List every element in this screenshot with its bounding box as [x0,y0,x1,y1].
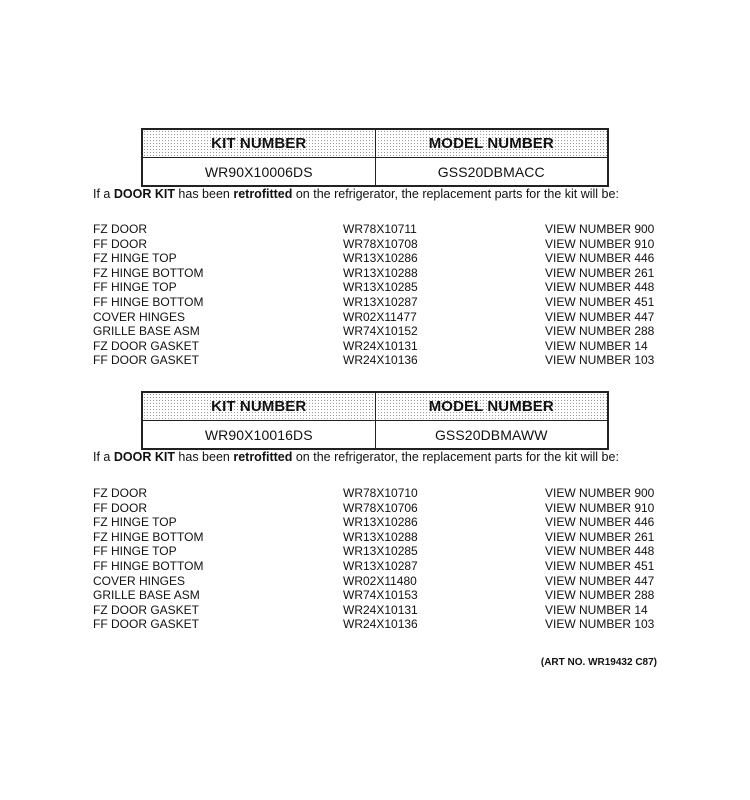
part-name: FF DOOR [93,500,147,515]
model-number-header: MODEL NUMBER [375,130,608,157]
part-row [93,237,663,252]
part-name: COVER HINGES [93,309,186,324]
part-number: WR13X10287 [343,558,418,573]
part-name: FZ HINGE TOP [93,515,177,530]
part-name: FF HINGE TOP [93,280,177,295]
kit-number-value: WR90X10006DS [204,163,313,180]
intro-text: on the refrigerator, the replacement parts for the kit will be: [292,450,619,464]
part-name: FZ DOOR [93,222,147,236]
model-number-value: GSS20DBMACC [375,158,608,185]
part-number: WR13X10288 [343,265,418,280]
part-number: WR24X10136 [343,617,418,632]
view-number: VIEW NUMBER 288 [545,588,655,603]
intro-bold-door-kit: DOOR KIT [113,187,175,201]
view-number: VIEW NUMBER 900 [545,222,655,236]
part-row [93,559,663,574]
part-row [93,501,663,516]
intro-text: has been [174,450,234,464]
parts-list-1 [93,222,663,368]
part-row [93,324,663,339]
retrofit-intro-1 [93,187,713,201]
view-number: VIEW NUMBER 14 [545,602,648,617]
part-number: WR74X10152 [343,324,418,339]
part-row [93,310,663,325]
part-name: FF DOOR GASKET [93,353,200,368]
part-number: WR24X10136 [343,353,418,368]
part-name: FZ DOOR GASKET [93,602,200,617]
view-number: VIEW NUMBER 446 [545,515,655,530]
kit-table-2 [141,391,609,450]
kit-number-header: KIT NUMBER [211,135,307,152]
part-row [93,251,663,266]
part-number: WR24X10131 [343,602,418,617]
part-number: WR74X10153 [343,588,418,603]
part-number: WR78X10710 [343,486,418,500]
view-number: VIEW NUMBER 448 [545,544,655,559]
part-name: GRILLE BASE ASM [93,588,200,603]
part-number: WR24X10131 [343,338,418,353]
model-number-header: MODEL NUMBER [375,393,608,420]
kit-table-header-row [143,130,607,157]
part-number: WR02X11477 [343,309,417,324]
intro-bold-retrofitted: retrofitted [233,450,293,464]
kit-table-header-row [143,393,607,420]
view-number: VIEW NUMBER 910 [545,500,655,515]
part-number: WR13X10285 [343,544,418,559]
view-number: VIEW NUMBER 261 [545,529,655,544]
part-number: WR13X10285 [343,280,418,295]
parts-list-2 [93,486,663,632]
part-name: COVER HINGES [93,573,186,588]
part-row [93,544,663,559]
part-row [93,617,663,632]
part-name: FF DOOR [93,236,147,251]
part-name: FZ HINGE BOTTOM [93,265,204,280]
intro-text: If a [93,450,114,464]
view-number: VIEW NUMBER 103 [545,617,655,632]
part-name: FZ DOOR GASKET [93,338,200,353]
part-row [93,530,663,545]
art-number: (ART NO. WR19432 C87) [540,657,657,668]
view-number: VIEW NUMBER 910 [545,236,655,251]
intro-text: has been [174,187,234,201]
part-row [93,353,663,368]
part-row [93,486,663,501]
part-row [93,588,663,603]
view-number: VIEW NUMBER 446 [545,251,655,266]
part-row [93,222,663,237]
part-name: FZ HINGE BOTTOM [93,529,204,544]
part-row [93,280,663,295]
view-number: VIEW NUMBER 451 [545,558,655,573]
intro-bold-retrofitted: retrofitted [233,187,293,201]
view-number: VIEW NUMBER 103 [545,353,655,368]
intro-text: on the refrigerator, the replacement parts for the kit will be: [292,187,619,201]
view-number: VIEW NUMBER 900 [545,486,655,500]
part-name: FZ HINGE TOP [93,251,177,266]
view-number: VIEW NUMBER 14 [545,338,648,353]
part-number: WR78X10708 [343,236,418,251]
part-name: FF HINGE BOTTOM [93,294,204,309]
part-number: WR13X10287 [343,294,418,309]
retrofit-intro-2 [93,450,713,464]
part-name: FF HINGE BOTTOM [93,558,204,573]
view-number: VIEW NUMBER 447 [545,573,655,588]
model-number-value: GSS20DBMAWW [375,421,608,448]
part-number: WR78X10711 [343,222,417,236]
part-row [93,515,663,530]
kit-table-value-row [143,157,607,185]
view-number: VIEW NUMBER 447 [545,309,655,324]
intro-text: If a [93,187,114,201]
view-number: VIEW NUMBER 261 [545,265,655,280]
part-name: FF HINGE TOP [93,544,177,559]
part-number: WR13X10286 [343,515,418,530]
view-number: VIEW NUMBER 288 [545,324,655,339]
view-number: VIEW NUMBER 451 [545,294,655,309]
kit-number-header: KIT NUMBER [211,398,307,415]
part-row [93,266,663,281]
part-row [93,339,663,354]
part-name: FZ DOOR [93,486,147,500]
view-number: VIEW NUMBER 448 [545,280,655,295]
kit-number-value: WR90X10016DS [204,426,313,443]
part-number: WR13X10288 [343,529,418,544]
kit-table-value-row [143,420,607,448]
intro-bold-door-kit: DOOR KIT [113,450,175,464]
part-name: FF DOOR GASKET [93,617,200,632]
part-row [93,295,663,310]
part-row [93,603,663,618]
part-number: WR78X10706 [343,500,418,515]
part-number: WR13X10286 [343,251,418,266]
part-row [93,574,663,589]
part-number: WR02X11480 [343,573,417,588]
kit-table-1 [141,128,609,187]
part-name: GRILLE BASE ASM [93,324,200,339]
